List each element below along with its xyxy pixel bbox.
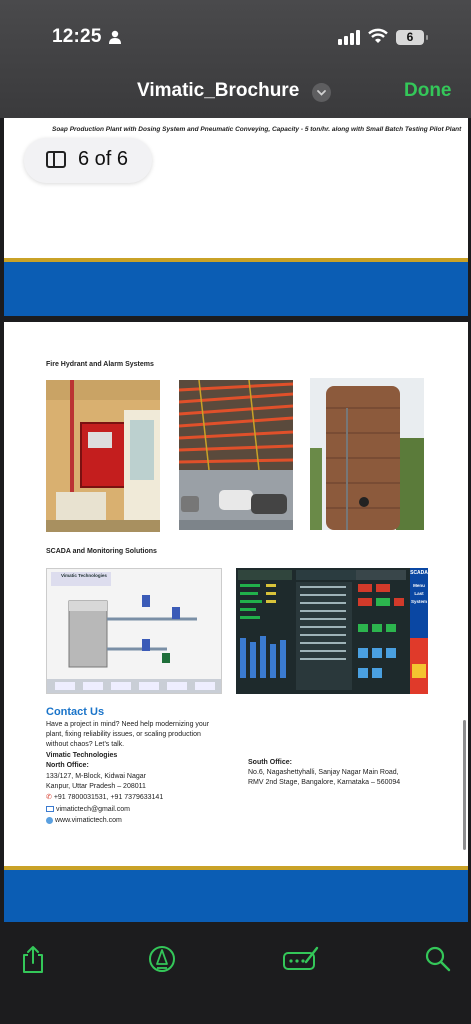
scrollbar[interactable] [463, 720, 466, 850]
website-link[interactable]: www.vimatictech.com [54, 817, 122, 824]
email-address[interactable]: vimatictech@gmail.com [55, 806, 130, 813]
north-office-label: North Office: [46, 762, 89, 769]
markup-icon[interactable] [147, 944, 177, 974]
contact-heading: Contact Us [46, 706, 105, 718]
water-tank-photo [310, 378, 424, 530]
bottom-toolbar [0, 924, 471, 1024]
phone-icon: ✆ [46, 794, 52, 801]
scada-tank-drawing [47, 569, 222, 694]
scada-left-header: Vimatic Technologies [61, 573, 107, 578]
globe-icon [46, 817, 53, 824]
south-office-label: South Office: [248, 759, 292, 766]
address-line: Kanpur, Uttar Pradesh – 208011 [46, 783, 146, 790]
share-icon[interactable] [18, 944, 48, 974]
contact-intro-line: plant, fixing reliability issues, or scaling production [46, 731, 201, 738]
thumbnails-icon [46, 151, 66, 168]
battery-tip [426, 35, 428, 40]
wifi-icon [368, 28, 388, 44]
scada-tank-screen [46, 568, 222, 694]
search-icon[interactable] [423, 944, 453, 974]
address-line: No.6, Nagashettyhalli, Sanjay Nagar Main Road, [248, 769, 399, 776]
sprinkler-pipes-photo [179, 380, 293, 530]
chevron-down-icon [312, 83, 331, 102]
blue-footer-band [4, 262, 468, 316]
contact-intro [46, 720, 209, 750]
north-office-address [46, 772, 146, 792]
contact-intro-line: Have a project in mind? Need help modernizing your [46, 721, 210, 728]
fire-alarm-panel-photo [46, 380, 160, 532]
page-number-text: 6 of 6 [78, 148, 129, 170]
address-line: RMV 2nd Stage, Bangalore, Karnataka – 560094 [248, 779, 401, 786]
scada-menu-item: Menu [413, 583, 425, 588]
scada-menu-item: Last [414, 591, 424, 596]
top-navigation-bar [0, 0, 471, 118]
scada-monitoring-screen [236, 568, 428, 694]
document-title-bar [0, 80, 471, 106]
phone-numbers[interactable]: +91 7800031531, +91 7379633141 [53, 794, 164, 801]
status-time: 12:25 [52, 26, 102, 47]
status-bar [0, 26, 471, 50]
page-indicator[interactable] [24, 138, 152, 183]
battery-icon: 6 [396, 30, 424, 45]
website-row [46, 816, 122, 826]
scada-panels-drawing [236, 568, 428, 694]
south-office-address [248, 768, 400, 788]
fire-section-title: Fire Hydrant and Alarm Systems [46, 361, 154, 368]
scada-section-title: SCADA and Monitoring Solutions [46, 548, 157, 555]
company-name: Vimatic Technologies [46, 752, 118, 759]
title-menu-button[interactable] [312, 83, 331, 102]
scada-menu [410, 582, 428, 606]
email-row [46, 805, 130, 815]
page-caption: Soap Production Plant with Dosing System and Pneumatic Conveying, Capacity - 5 ton/hr. along with Small Batch Testing Pilot Plant [52, 126, 462, 133]
blue-footer-band [4, 870, 468, 922]
pdf-page-6 [4, 322, 468, 922]
signature-icon[interactable] [282, 944, 320, 974]
address-line: 133/127, M-Block, Kidwai Nagar [46, 773, 146, 780]
scada-right-header: SCADA [410, 570, 428, 576]
done-button[interactable]: Done [404, 80, 452, 101]
scada-menu-item: System [410, 599, 427, 604]
contact-intro-line: without chaos? Let’s talk. [46, 741, 125, 748]
cellular-signal-icon [338, 29, 360, 45]
phone-row [46, 793, 163, 803]
document-title[interactable]: Vimatic_Brochure [137, 80, 300, 101]
person-icon [108, 30, 122, 44]
water-tank-drawing [310, 378, 424, 530]
email-icon [46, 806, 54, 812]
sprinkler-pipes-drawing [179, 380, 293, 530]
